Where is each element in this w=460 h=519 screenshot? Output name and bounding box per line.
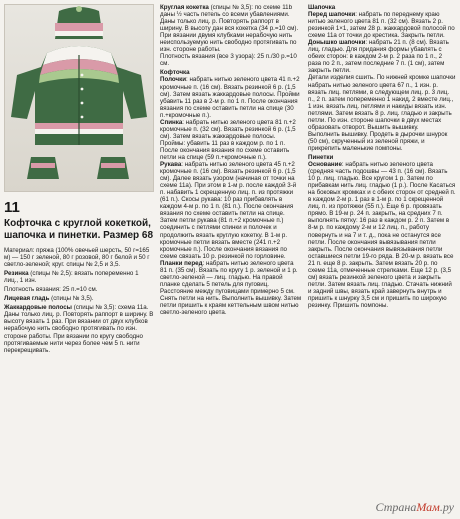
sleeves-text: : набрать нитью зеленого цвета 45 п.+2 кромочные п. (16 см). Вязать резинкой 6 р. (1,5 см). Далее вязать узором (начиная от точки на схеме 11а). При этом в 1-м р. после каждой 3-й п. набавить 1 скрещенную лиц. п. из протяжки (61 п.). Скосы рукава: 10 раз прибавлять в каждом 4-м р. по 1 п. (81 п.). После окончания вязания по схеме оставить петли на спице. Затем петли рукава (81 п.+2 кромочные п.) соединить с петлями спинки и полочек и продолжить вязать круглую кокетку. В 1-м р. кромочные петли вязать вместе (241 п.+2 кромочные п.). После окончания вязания по схеме связать 10 р. резинкой по горловине. (160, 161, 297, 260)
jacquard-text: (спицы № 3,5): схема 11а. Даны только лиц. р. Повторять раппорт в ширину. В высоту вязать 1 раз. При вязании от двух клубков нерабочую нить свободно протягивать по изн. стороне работы. При вязании по кругу свободно протягиваемые нити через более чем 5 п. нити перекрещивать. (4, 304, 154, 354)
crown-paragraph (308, 39, 456, 74)
hat-heading: Шапочка (308, 4, 336, 11)
stst-paragraph (4, 295, 154, 302)
stst-heading: Лицевая гладь (4, 295, 50, 303)
column-middle (160, 4, 302, 316)
sleeves-heading: Рукава (160, 161, 182, 169)
back-paragraph (160, 119, 302, 161)
watermark-part3: .ру (439, 500, 454, 514)
hat-front-paragraph (308, 11, 456, 39)
column-right (308, 4, 456, 309)
hat-front-heading: Перед шапочки (308, 11, 356, 19)
fronts-heading: Полочки (160, 76, 187, 84)
booties-illustration (27, 157, 129, 179)
stst-text: (спицы № 3,5). (49, 295, 94, 303)
jacket-heading: Кофточка (160, 69, 190, 77)
article-title: Кофточка с круглой кокеткой, шапочка и пинетки. Размер 68 (4, 218, 154, 241)
rib-heading: Резинка (4, 270, 29, 278)
materials-text: Материал: пряжа (100% овечьей шерсть, 50 г=165 м) — 150 г зеленой, 80 г розовой, 80 г белой и 50 г светло-зеленой; круг. спицы № 2,5 и 3,5. (4, 247, 150, 269)
product-photo (4, 4, 154, 192)
assembly-text: Детали изделия сшить. По нижней кромке шапочки набрать нитью зеленого цвета 67 п., 1 изн. р. вязать лиц. петлями, в следующем лиц. р. 3 лиц. п., 2 п. затем попеременно 1 накид, 2 вместе лиц., 1 изн. вязать лиц. петлями и накиды вязать изн. петлями. Затем вязать 8 р. лиц. гладью и закрыть петли. По изн. стороне шапочки в двух местах образовать отворот. Вышить вышивку. (308, 74, 456, 131)
crown-text: : набрать 21 п. (8 см). Вязать лиц. гладью. Для придания формы убавлять с обеих сторон: в каждом 2-м р. 2 раза по 1 п., 2 раза по 2 п., затем последние 7 п. (1 см), затем закрыть петли. (308, 39, 449, 75)
booties-text: : набрать нитью зеленого цвета (средняя часть подошвы — 43 п. (16 см). Вязать 10 р. лиц. гладью. Все кругом 1 р. Затем по прибавкам нить лиц. гладью (1 р.). После Касаться на боковых кромках и с обеих сторон от средней п. в каждом 2-м р. 1 раз в 1-м р. по 1 скрещенной лиц. п. из протяжки (55 п.). Еще 6 р. провязать прямо. В 19-м р. 24 п. закрыть, на средних 7 п. выполнять пятку: 16 раз в каждом р. 2 п. Затем в 8-м р. по каждому 2-м и 12 лиц. п., работу повернуть и на 7 и т. д., пока не останутся все петли. После окончания вывязывания петли закрыть. После окончания вывязывания петли оставшиеся петли 19-го ряда. В 20-м р. вязать все 21 п. еще 8 р. закрыть. Затем вязать 20 р. по схеме 11а, отмеченные стрелками. Еще 12 р. (3,5 см) вязать резинкой зеленого цвета и закрыть петли. Затем вязать лиц. гладью. Стачать нижний и задний швы, вязать край завернуть внутрь и пришить к шнурку 3,5 см и пришить по широкую резинку. Пришить помпоны. (308, 161, 456, 309)
hat-illustration (55, 6, 103, 39)
yoke-text: (спицы № 3,5): по схеме 11b даны ½ часть петель со всеми убавлениями. Даны только лиц. р. Повторять раппорт в ширину. В высоту дан вся кокетка (34 р.=10 см). При вязании двумя клубками нерабочую нить неиспользуемую нить свободно протягивать по изн. стороне работы. (160, 4, 299, 54)
baby-knitwear-illustration (5, 5, 153, 191)
watermark-part2: Мам (416, 500, 440, 514)
column-left (4, 4, 154, 354)
watermark-part1: Страна (375, 500, 417, 514)
rib-text: (спицы № 2,5): вязать попеременно 1 лиц., 1 изн. (4, 270, 139, 285)
yoke-heading: Круглая кокетка (160, 4, 209, 11)
drawstring-text: Выполнить вышивку. Продеть в дырочки шнурок (50 см), скрученный из зеленой пряжи, и прикрепить маленькие помпоны. (308, 130, 448, 152)
rib-paragraph (4, 270, 154, 284)
plackets-paragraph (160, 260, 302, 316)
yoke-paragraph (160, 4, 302, 53)
density-text-2: Плотность вязания (все 3 узора): 25 п./30 р.=10 см. (160, 53, 297, 68)
jacquard-paragraph (4, 304, 154, 353)
crown-heading: Донышко шапочки (308, 39, 366, 47)
booties-paragraph (308, 161, 456, 309)
hat-front-text: : набрать по переднему краю нитью зеленого цвета 81 п. (32 см). Вязать 2 р. резинкой 1×1, затем 28 р. жаккардовой полосой по схеме 11а от точки до крестика. Закрыть петли. (308, 11, 455, 40)
back-heading: Спинка (160, 118, 183, 126)
sleeves-paragraph (160, 161, 302, 260)
density-text: Плотность вязания: 25 п.=10 см. (4, 286, 98, 294)
fronts-text: : набрать нитью зеленого цвета 41 п.+2 кромочные п. (16 см). Вязать резинкой 6 р. (1,5 см). Затем вязать жаккардовые полосы. Пройми убавить 11 раз в 2-м р. по 1 п. После окончания вязания по схеме оставить петли на спице (30 п.+кромочные п.). (160, 76, 300, 119)
article-number: 11 (4, 199, 20, 216)
plackets-heading: Планки перед (160, 259, 203, 267)
jacket-illustration (11, 46, 147, 145)
jacquard-heading: Жаккардовые полосы (4, 304, 72, 312)
plackets-text: : набрать нитью зеленого цвета 81 п. (35 см). Вязать по кругу 1 р. зеленой и 1 р. светло-зеленой — лиц. гладью. На правой планке сделать 5 петель для пуговиц. Расстояние между пуговицами примерно 5 см. Снять петли на нить. Выполнить вышивку. Затем петли пришить к краям кеттельным швом нитью светло-зеленого цвета. (160, 259, 302, 317)
fronts-paragraph (160, 76, 302, 118)
booties-heading: Пинетки (308, 153, 334, 161)
booties-base-heading: Основание (308, 161, 342, 169)
back-text: : набрать нитью зеленого цвета 81 п.+2 кромочные п. (32 см). Вязать резинкой 6 р. (1,5 см). Затем вязать жаккардовые полосы. Проймы: убавить 11 раз в каждом р. по 1 п. После окончания вязания по схеме оставить петли на спице (59 п.+кромочные п.). (160, 118, 296, 161)
site-watermark (376, 500, 454, 515)
